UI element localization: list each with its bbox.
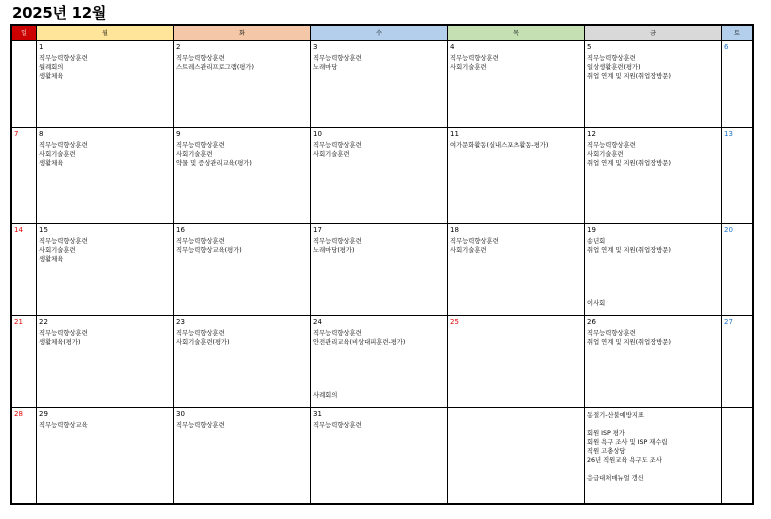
day-number: 9 xyxy=(176,130,181,138)
day-cell[interactable] xyxy=(37,128,174,224)
day-cell[interactable] xyxy=(174,41,311,128)
event-item: 직무능력향상훈련 xyxy=(313,330,362,337)
event-item: 직무능력향상훈련 xyxy=(39,55,88,62)
event-item: 직무능력향상훈련 xyxy=(39,238,88,245)
event-item: 동절기-산불예방지표 xyxy=(587,412,645,419)
event-item: 직무능력향상훈련 xyxy=(587,330,636,337)
day-cell[interactable] xyxy=(12,408,37,503)
event-item: 약물 및 증상관리교육(평가) xyxy=(176,160,252,167)
day-cell[interactable] xyxy=(585,41,722,128)
day-cell[interactable] xyxy=(448,408,585,503)
event-item: 직무능력향상훈련 xyxy=(176,422,225,429)
event-item: 생활체육 xyxy=(39,73,64,80)
event-item: 월례회의 xyxy=(39,64,64,71)
day-number: 5 xyxy=(587,43,592,51)
day-cell[interactable] xyxy=(311,41,448,128)
day-cell[interactable] xyxy=(12,316,37,408)
event-item: 생활체육 xyxy=(39,256,64,263)
event-item: 사회기술훈련(평가) xyxy=(176,339,230,346)
event-item: 직무능력향상훈련 xyxy=(176,330,225,337)
event-item: 사회기술훈련 xyxy=(39,247,76,254)
event-item: 직무능력향상훈련 xyxy=(176,142,225,149)
event-item: 회원 욕구 조사 및 ISP 재수립 xyxy=(587,439,668,446)
event-item: 직무능력향상훈련 xyxy=(176,238,225,245)
day-number: 30 xyxy=(176,410,185,418)
day-number: 20 xyxy=(724,226,733,234)
day-number: 25 xyxy=(450,318,459,326)
day-cell[interactable] xyxy=(174,224,311,316)
day-cell[interactable] xyxy=(311,316,448,408)
day-number: 1 xyxy=(39,43,44,51)
day-cell[interactable] xyxy=(174,408,311,503)
day-cell[interactable] xyxy=(722,41,752,128)
day-number: 2 xyxy=(176,43,181,51)
event-note: 사례회의 xyxy=(313,392,338,399)
weekday-header: 월 xyxy=(37,26,174,41)
event-item: 사회기술훈련 xyxy=(176,151,213,158)
day-cell[interactable] xyxy=(174,128,311,224)
day-number: 26 xyxy=(587,318,596,326)
event-item: 일상생활훈련(평가) xyxy=(587,64,641,71)
day-cell[interactable] xyxy=(585,408,722,503)
event-item: 직무능력향상훈련 xyxy=(176,55,225,62)
day-cell[interactable] xyxy=(448,128,585,224)
event-item: 여가문화활동(실내스포츠활동-평가) xyxy=(450,142,549,149)
event-item: 직무능력향상훈련 xyxy=(313,238,362,245)
event-item: 직무능력향상훈련 xyxy=(39,330,88,337)
event-item: 취업 연계 및 지원(취업장방문) xyxy=(587,247,671,254)
event-item: 응급대처매뉴얼 갱신 xyxy=(587,475,644,482)
event-item: 직무능력향상훈련 xyxy=(450,238,499,245)
calendar-grid xyxy=(10,24,754,505)
day-cell[interactable] xyxy=(722,128,752,224)
day-number: 21 xyxy=(14,318,23,326)
event-item: 직무능력향상교육(평가) xyxy=(176,247,242,254)
event-item: 직무능력향상교육 xyxy=(39,422,88,429)
event-item: 노래마당 xyxy=(313,64,338,71)
event-item: 생활체육 xyxy=(39,160,64,167)
event-item: 사회기술훈련 xyxy=(450,64,487,71)
event-item: 직무능력향상훈련 xyxy=(313,142,362,149)
weekday-header: 화 xyxy=(174,26,311,41)
event-item: 안전관리교육(비상대피훈련-평가) xyxy=(313,339,406,346)
weekday-header: 일 xyxy=(12,26,37,41)
event-item: 직무능력향상훈련 xyxy=(587,55,636,62)
day-cell[interactable] xyxy=(37,316,174,408)
day-cell[interactable] xyxy=(12,128,37,224)
day-number: 15 xyxy=(39,226,48,234)
day-number: 22 xyxy=(39,318,48,326)
day-number: 6 xyxy=(724,43,729,51)
day-cell[interactable] xyxy=(12,41,37,128)
event-item: 취업 연계 및 지원(취업장방문) xyxy=(587,339,671,346)
weekday-header: 수 xyxy=(311,26,448,41)
event-item: 송년회 xyxy=(587,238,606,245)
event-item: 사회기술훈련 xyxy=(313,151,350,158)
day-cell[interactable] xyxy=(37,41,174,128)
event-item: 노래마당(평가) xyxy=(313,247,355,254)
event-item: 회원 ISP 평가 xyxy=(587,430,625,437)
day-number: 12 xyxy=(587,130,596,138)
day-cell[interactable] xyxy=(722,224,752,316)
event-item: 취업 연계 및 지원(취업장방문) xyxy=(587,73,671,80)
event-item: 직무능력향상훈련 xyxy=(587,142,636,149)
day-number: 8 xyxy=(39,130,44,138)
day-number: 3 xyxy=(313,43,318,51)
event-item: 사회기술훈련 xyxy=(450,247,487,254)
day-number: 27 xyxy=(724,318,733,326)
day-number: 11 xyxy=(450,130,459,138)
page-title: 2025년 12월 xyxy=(12,4,107,22)
day-number: 7 xyxy=(14,130,19,138)
day-cell[interactable] xyxy=(12,224,37,316)
day-cell[interactable] xyxy=(585,316,722,408)
day-cell[interactable] xyxy=(722,316,752,408)
event-item: 사회기술훈련 xyxy=(39,151,76,158)
day-number: 31 xyxy=(313,410,322,418)
event-note: 이사회 xyxy=(587,300,606,307)
day-number: 13 xyxy=(724,130,733,138)
event-item: 직원 고충상담 xyxy=(587,448,626,455)
day-cell[interactable] xyxy=(37,224,174,316)
event-item: 취업 연계 및 지원(취업장방문) xyxy=(587,160,671,167)
event-item: 사회기술훈련 xyxy=(587,151,624,158)
day-number: 28 xyxy=(14,410,23,418)
day-number: 19 xyxy=(587,226,596,234)
day-number: 10 xyxy=(313,130,322,138)
event-item: 직무능력향상훈련 xyxy=(313,55,362,62)
day-cell[interactable] xyxy=(722,408,752,503)
day-number: 24 xyxy=(313,318,322,326)
day-cell[interactable] xyxy=(585,128,722,224)
event-item: 26년 직원교육 욕구도 조사 xyxy=(587,457,662,464)
day-cell[interactable] xyxy=(585,224,722,316)
day-number: 14 xyxy=(14,226,23,234)
weekday-header: 목 xyxy=(448,26,585,41)
event-item: 생활체육(평가) xyxy=(39,339,81,346)
day-cell[interactable] xyxy=(448,224,585,316)
day-cell[interactable] xyxy=(448,41,585,128)
day-number: 29 xyxy=(39,410,48,418)
event-item: 스트레스관리프로그램(평가) xyxy=(176,64,254,71)
event-item: 직무능력향상훈련 xyxy=(450,55,499,62)
day-number: 17 xyxy=(313,226,322,234)
day-cell[interactable] xyxy=(311,408,448,503)
day-cell[interactable] xyxy=(174,316,311,408)
weekday-header: 금 xyxy=(585,26,722,41)
day-number: 16 xyxy=(176,226,185,234)
day-cell[interactable] xyxy=(448,316,585,408)
day-cell[interactable] xyxy=(311,224,448,316)
day-number: 4 xyxy=(450,43,455,51)
event-item: 직무능력향상훈련 xyxy=(39,142,88,149)
day-cell[interactable] xyxy=(37,408,174,503)
day-number: 23 xyxy=(176,318,185,326)
day-cell[interactable] xyxy=(311,128,448,224)
weekday-header: 토 xyxy=(722,26,752,41)
event-item: 직무능력향상훈련 xyxy=(313,422,362,429)
day-number: 18 xyxy=(450,226,459,234)
